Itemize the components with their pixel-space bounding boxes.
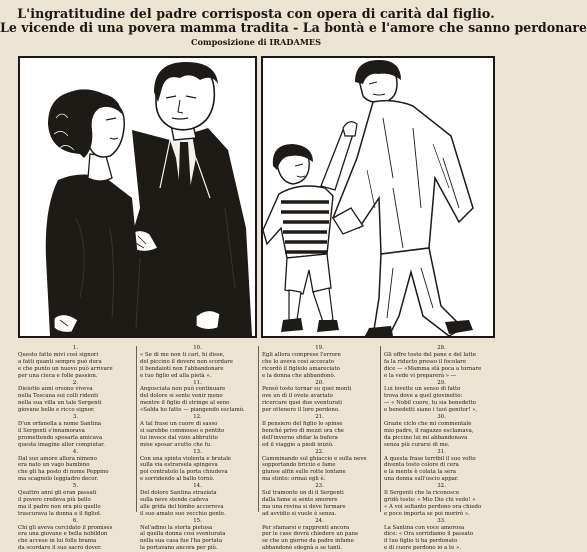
verse-line: La Santina con voce amorosa [384, 524, 465, 531]
verse-line: dice — «Mamma stà poca a tornare [384, 365, 482, 372]
stanza-number: 4. [72, 448, 79, 455]
verse-column-3 [262, 345, 377, 552]
verse-line: giunse alfin sulle rotte lontane [262, 469, 346, 476]
verse-line: questa imagine allor compiutar. [18, 441, 105, 448]
verse-line: abbandonò sdegnà a se tanti. [262, 545, 343, 552]
verse-line: ma il padre non era più quello [18, 503, 101, 510]
verse-line: e tuo figlio ed alla pietà ». [140, 372, 212, 379]
verse-line: mio padre, il ragazzo esclamava, [384, 427, 474, 434]
stanza-number: 31. [437, 448, 446, 455]
verse-line: il Sergenti s'innamorava [18, 427, 85, 434]
verse-line: da scordare il suo sacro dover. [18, 545, 102, 552]
verse-line: Lui lovette un senso di fatto [384, 386, 461, 393]
stanza-number: 1. [72, 345, 79, 351]
stanza-number: 22. [315, 448, 324, 455]
verse-line: per le case dovrà chiedere un pane [262, 531, 359, 538]
verse-line: « Se di me non ti cari, hi disse, [140, 351, 225, 358]
verse-line: fa la riducto presso il focolare [384, 358, 467, 365]
verse-line: il povero credeva più bello [18, 496, 91, 503]
verse-line: Sul tramonto un dì il Sergenti [262, 490, 344, 497]
stanza-number: 33. [437, 517, 446, 524]
column-divider [380, 346, 381, 512]
page-title: L'ingratitudine del padre corrisposta con opera di carità dal figlio. [17, 6, 495, 21]
stanza-number: 2. [72, 379, 79, 386]
verse-line: al quella donna così sventurata [140, 531, 226, 538]
verse-line: Grazie ciclo che mi commentale [384, 420, 472, 427]
verse-line: Quattro anni gli eran passati [18, 490, 97, 497]
verse-line: ed il viaggio a piedi iniziò. [262, 441, 334, 448]
verse-line: sulla neve stende cadeva [140, 496, 209, 503]
verse-line: trova dove a quel giovinetto: [384, 393, 463, 400]
verse-line: Questo fatto mivi così signori [18, 351, 99, 358]
illustration-couple [18, 56, 257, 338]
verse-line: che lo aveva così accecato [262, 358, 335, 365]
verse-line: poi contratolo la porta chiudeva [140, 469, 228, 476]
stanza-number: 20. [315, 379, 324, 386]
stanza-number: 32. [437, 483, 446, 490]
verse-line: e di cuore perdono io a te ». [384, 545, 462, 552]
verse-line: « A voi soltanto perdono ora chiedo [384, 503, 482, 510]
stanza-number: 11. [193, 379, 202, 386]
verse-line: se che un giorno da padre infame [262, 538, 354, 545]
column-divider [258, 346, 259, 512]
stanza-number: 21. [315, 414, 324, 421]
verse-line: Dieiotto anni orsono viveva [18, 386, 93, 393]
verse-line: e benedetti siano i tuoi genitor! », [384, 407, 478, 414]
verse-line: ove un dì il ovete avariato [262, 393, 333, 400]
author-credit: Composizione di IRADAMES [190, 37, 322, 47]
verse-line: dice: « Ora sorridiamo il passato [384, 531, 474, 538]
stanza-number: 12. [193, 414, 202, 421]
page-subtitle: Le vicende di una povera mamma tradita - La bontà e l'amore che sanno perdonare [0, 20, 587, 35]
verse-line: Camminando sul ghiaccio e sulla neve [262, 455, 367, 462]
verse-line: benché privo di mezzi ora che [262, 427, 345, 434]
stanza-number: 5. [72, 483, 79, 490]
verse-line: per una cieca e folle passion. [18, 372, 98, 379]
verse-line: lui invece dal vizio abbrutito [140, 434, 218, 441]
verse-line: e sorridendo al ballo tornò. [140, 476, 215, 483]
verse-line: ma scagnolo leggiadro decor. [18, 476, 99, 483]
verse-line: mentre il figlio di stringe al seno [140, 400, 230, 407]
verse-line: del piccino il dovere non scordare [140, 358, 233, 365]
verse-line: Per sfamarsi e rapprenti ancora [262, 524, 350, 531]
stanza-number: 23. [315, 483, 324, 490]
verse-line: Angosciata non può continuare [140, 386, 226, 393]
verse-line: il tuo figlio ti ha perdonato [384, 538, 458, 545]
verse-line: si sarebbe commosso e pentito [140, 427, 225, 434]
verse-line: una donna sull'uscio appar. [384, 476, 459, 483]
verse-line: dell'inverno sfidar la bufera [262, 434, 338, 441]
verse-line: sopportando briciio e fame [262, 462, 336, 469]
verse-line: era una giovane e bella nobildon [18, 531, 108, 538]
verse-line: e che punto un nuovo può arrivare [18, 365, 113, 372]
verse-line: Chi gli aveva cercidato il promises [18, 524, 113, 531]
verse-line: e la vede vi preparerà » — [384, 372, 457, 379]
verse-line: Dal suo amore allora nimeno [18, 455, 97, 462]
verse-line: giovane bello e ricco signor. [18, 407, 95, 414]
verse-line: gridò tosto: « Mio Dio chi vedo! » [384, 496, 476, 503]
verse-line: alle grida del bimbo accorreva [140, 503, 224, 510]
verse-line: — « Nobil cuore, tu sia benedetto [384, 400, 476, 407]
verse-line: e la donna che abbandonò. [262, 372, 336, 379]
verse-line: Gli offre tosto del pane e del latte [384, 351, 476, 358]
stanza-number: 28. [437, 345, 446, 351]
verse-line: Pensò tosto tornar su quei monti [262, 386, 352, 393]
verse-line: a fatti quanti sempre può dura [18, 358, 102, 365]
verse-line: D'un orfanella a nome Santina [18, 420, 102, 427]
verse-line: Con una spinta violenta e brutale [140, 455, 232, 462]
stanza-number: 24. [315, 517, 324, 524]
verse-line: che accese in lui folle brama [18, 538, 97, 545]
verse-line: del dolore si sente venir meno [140, 393, 223, 400]
verse-line: ricordò il figliolo amareciato [262, 365, 340, 372]
verse-line: «Salda ho fatto — piangendo esclamò. [140, 407, 245, 414]
stanza-number: 30. [437, 414, 446, 421]
verse-line: senza più curarsi di me. [384, 441, 450, 448]
verse-line: Nel'adino la storta pietosa [140, 524, 213, 531]
verse-line: A questa frase terribil il suo volto [384, 455, 476, 462]
verse-line: A tal frase un cuore di sasso [140, 420, 218, 427]
verse-line: dalla fame si sente smorere [262, 496, 338, 503]
verse-line: ad avvidio si vuole è senza. [262, 510, 337, 517]
verse-line: il suo amato suo vecchio gente. [140, 510, 226, 517]
verse-line: che gli ha posto di nome Peppino [18, 469, 109, 476]
stanza-number: 29. [437, 379, 446, 386]
stanza-number: 14. [193, 483, 202, 490]
verse-line: promettendo sposarla amicava [18, 434, 103, 441]
verse-line: e la mente è colata la sera [384, 469, 456, 476]
stanza-number: 3. [72, 414, 79, 421]
verse-line: e poco importa se poi morirò ». [384, 510, 470, 517]
verse-line: trascurava la donna e il figliol. [18, 510, 102, 517]
illustration-boy-and-man [261, 56, 495, 338]
couple-woodcut-icon [20, 58, 255, 336]
stanza-number: 13. [193, 448, 202, 455]
verse-line: ma stinto: ormai egli è. [262, 476, 326, 483]
verse-line: Il pensiero del figlio lo spinse [262, 420, 343, 427]
verse-line: nella sua villa un tale Sergenti [18, 400, 102, 407]
stanza-number: 19. [315, 345, 324, 351]
verse-line: era nato un vago bambino [18, 462, 90, 469]
verse-line: ma una rovina si deve fermare [262, 503, 346, 510]
verse-line: da piccino lui mi abbandonava [384, 434, 468, 441]
verse-column-4 [384, 345, 499, 552]
verse-column-1 [18, 345, 133, 552]
verse-line: nella sua casa fue l'ha portata [140, 538, 223, 545]
stanza-number: 10. [193, 345, 202, 351]
verse-line: Del dolore Santina straziata [140, 490, 217, 497]
verse-line: per ottenere il loro perdono. [262, 407, 340, 414]
verse-line: sulla via estrarsela spingeva [140, 462, 218, 469]
verse-line: Egli allora comprese l'errore [262, 351, 341, 358]
verse-line: mise sposar avutto che fu. [140, 441, 212, 448]
stanza-number: 15. [193, 517, 202, 524]
stanza-number: 6. [72, 517, 79, 524]
verse-line: il bendaioti non l'abbandonare [140, 365, 224, 372]
verse-line: Il Sergenti che la riconosce [384, 490, 460, 497]
verse-line: la portavano ancora per più. [140, 545, 218, 552]
verse-column-2 [140, 345, 255, 552]
verse-line: nella Toscana sui colli ridenti [18, 393, 98, 400]
column-divider [136, 346, 137, 512]
verse-line: ricercare quei due sventurati [262, 400, 342, 407]
boy-and-man-woodcut-icon [263, 58, 493, 336]
verse-line: diventa tosto colore di cera [384, 462, 459, 469]
